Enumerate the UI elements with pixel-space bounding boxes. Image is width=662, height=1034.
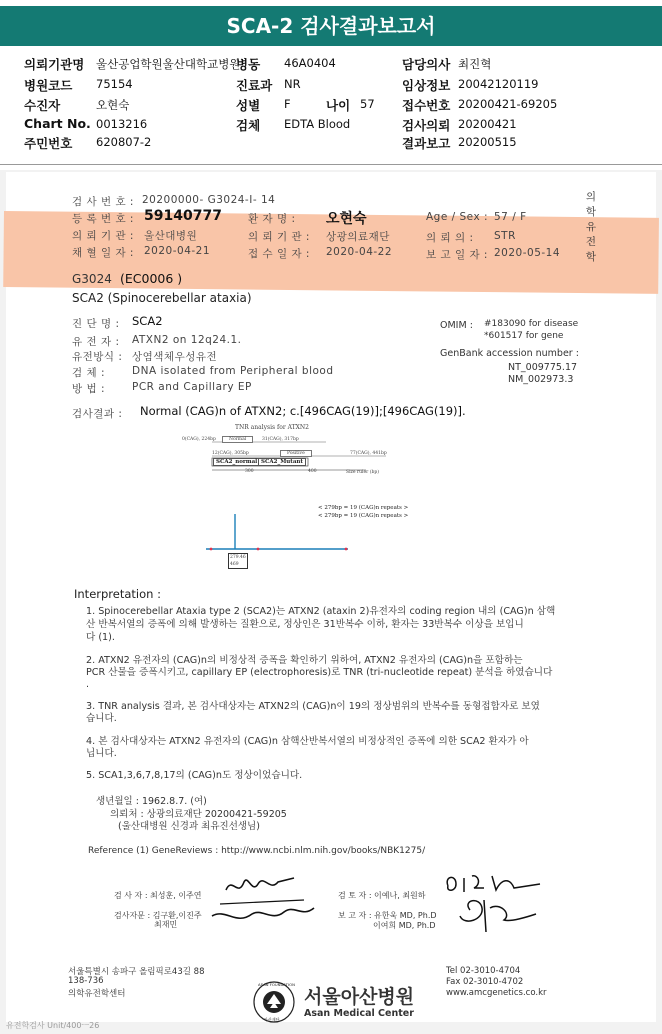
header-value: 75154	[96, 77, 133, 91]
header-value: F	[284, 97, 291, 111]
reviewer: 검 토 자 : 이예나, 최원하	[338, 891, 426, 900]
omim-disease: #183090 for disease	[484, 319, 579, 329]
patient-label: 환 자 명 :	[248, 213, 296, 225]
header-label: 주민번호	[24, 136, 73, 151]
specimen: DNA isolated from Peripheral blood	[132, 365, 334, 377]
specimen-label: 검 체 :	[72, 367, 105, 379]
responsible: 검사자문 : 김구환,이진주	[114, 911, 202, 920]
interp-line: 3. TNR analysis 결과, 본 검사대상자는 ATXN2의 (CAG)n이 19의 정상범위의 반복수를 동형접합자로 보였	[86, 701, 540, 712]
collect-label: 채 혈 일 자 :	[72, 247, 134, 259]
examiner-signature	[206, 868, 326, 934]
header-label: 병원코드	[24, 78, 73, 93]
header-value: 울산공업학원울산대학교병원	[96, 57, 241, 71]
bottom-note: 유전학검사 Unit/400ㅡ26	[6, 1021, 100, 1030]
repeat-note-2: < 279bp = 19 (CAG)n repeats >	[318, 513, 409, 519]
exam-no-label: 검 사 번 호 :	[72, 196, 134, 208]
seal-foundation-text: ASAN FOUNDATION	[258, 982, 295, 987]
header-label: 병동	[236, 57, 261, 72]
marker-dot	[345, 548, 348, 551]
header-value: 0013216	[96, 117, 148, 131]
header-value: 620807-2	[96, 135, 152, 149]
tick-400: 400	[308, 469, 317, 474]
header-label: 의뢰기관명	[24, 57, 85, 72]
header-value: 오현숙	[96, 98, 130, 112]
result-label: 검사결과 :	[72, 408, 123, 420]
interp-line: .	[86, 679, 90, 690]
header-value: 최진혁	[458, 57, 492, 71]
header-label: 수진자	[24, 98, 61, 113]
test-name: SCA2 (Spinocerebellar ataxia)	[72, 291, 252, 305]
genbank-nt: NT_009775.17	[508, 362, 578, 373]
receive-date: 2020-04-22	[326, 246, 393, 258]
req-org-label: 의 뢰 기 관 :	[72, 230, 134, 242]
method-label: 방 법 :	[72, 383, 105, 395]
age-value: 57	[360, 97, 375, 111]
header-divider	[0, 164, 662, 165]
header-value: 20200421-69205	[458, 97, 558, 111]
reviewer-signature	[440, 870, 550, 940]
header-label: 접수번호	[402, 98, 451, 113]
test-sub: (EC0006 )	[120, 271, 183, 286]
marker-dot	[210, 548, 213, 551]
tel: Tel 02-3010-4704	[446, 966, 521, 976]
repeat-note-1: < 279bp = 19 (CAG)n repeats >	[318, 505, 409, 511]
gene: ATXN2 on 12q24.1.	[132, 334, 242, 346]
interp-line: 습니다.	[86, 713, 117, 724]
header-label: 임상정보	[402, 78, 451, 93]
genbank-nm: NM_002973.3	[508, 374, 574, 385]
reg-no-label: 등 록 번 호 :	[72, 213, 134, 225]
interpretation-heading: Interpretation :	[74, 587, 161, 601]
inherit-label: 유전방식 :	[72, 351, 123, 363]
age-sex: 57 / F	[494, 211, 527, 223]
header-value: 20200421	[458, 117, 517, 131]
report-title: SCA-2 검사결과보고서	[0, 6, 662, 46]
peak-height: 469	[230, 562, 239, 567]
genbank-label: GenBank accession number :	[440, 348, 579, 359]
hospital-name-en: Asan Medical Center	[304, 1008, 414, 1019]
peak-size: 279.46	[230, 555, 246, 560]
peak-label	[228, 553, 248, 569]
collect-date: 2020-04-21	[144, 245, 211, 257]
sca2-normal-label: SCA2_normal	[213, 458, 260, 466]
address-2: 138-736	[68, 976, 104, 986]
address-3: 의학유전학센터	[68, 989, 126, 999]
chart-title: TNR analysis for ATXN2	[235, 424, 309, 431]
test-code: G3024	[72, 272, 112, 286]
doctor-note: (울산대병원 신경과 최유진선생님)	[118, 821, 260, 832]
marker-dot	[257, 548, 260, 551]
interp-line: 산 반복서열의 증폭에 의해 발생하는 질환으로, 정상인은 31반복수 이하, 환자는 33반복수 이상을 보입니	[86, 619, 524, 630]
amc-logo	[252, 980, 422, 1024]
diag: SCA2	[132, 314, 163, 328]
normal-tag: Normal	[222, 436, 253, 443]
reporter: 보 고 자 : 유한욱 MD, Ph.D	[338, 911, 437, 920]
interp-line: 다 (1).	[86, 632, 115, 643]
address-1: 서울특별시 송파구 올림픽로43길 88	[68, 967, 205, 977]
interp-line: 5. SCA1,3,6,7,8,17의 (CAG)n도 정상이었습니다.	[86, 770, 303, 781]
gene-label: 유 전 자 :	[72, 336, 120, 348]
result-text: Normal (CAG)n of ATXN2; c.[496CAG(19)];[496CAG(19)].	[140, 404, 466, 418]
interp-line: 2. ATXN2 유전자의 (CAG)n의 비정상적 증폭을 확인하기 위하여, ATXN2 유전자의 (CAG)n을 포함하는	[86, 655, 523, 666]
header-value: 20200515	[458, 135, 517, 149]
inherit: 상염색체우성유전	[132, 351, 218, 363]
row2-left-tag: 12(CAG), 305bp	[212, 451, 249, 456]
diag-label: 진 단 명 :	[72, 318, 120, 330]
examiner: 검 사 자 : 최성훈, 이주연	[114, 891, 202, 900]
interp-line: 1. Spinocerebellar Ataxia type 2 (SCA2)는 ATXN2 (ataxin 2)유전자의 coding region 내의 (CAG)n 삼핵	[86, 606, 556, 617]
reference: Reference (1) GeneReviews : http://www.ncbi.nlm.nih.gov/books/NBK1275/	[88, 846, 426, 856]
reporter-2: 이여희 MD, Ph.D	[373, 921, 436, 930]
header-label: 결과보고	[402, 136, 451, 151]
report-label: 보 고 일 자 :	[426, 249, 488, 261]
patient-name: 오현숙	[326, 211, 367, 227]
report-date: 2020-05-14	[494, 247, 561, 259]
interp-line: 4. 본 검사대상자는 ATXN2 유전자의 (CAG)n 삼핵산반복서열의 비정상적인 증폭에 의한 SCA2 환자가 아	[86, 736, 529, 747]
header-label: 성별	[236, 98, 261, 113]
header-label: 진료과	[236, 78, 273, 93]
doctor: STR	[494, 230, 516, 242]
size-ruler-label: Size ruler (bp)	[346, 470, 379, 475]
receive-label: 접 수 일 자 :	[248, 248, 310, 260]
doctor-label: 의 뢰 의 :	[426, 232, 474, 244]
header-value: EDTA Blood	[284, 117, 351, 131]
seal-foundation-ko: 아산재단	[264, 1017, 280, 1022]
row1-right-tag: 31(CAG), 317bp	[262, 437, 299, 442]
fax: Fax 02-3010-4702	[446, 977, 524, 987]
reg-no: 59140777	[144, 208, 222, 224]
responsible-2: 최재민	[154, 920, 178, 929]
age-sex-label: Age / Sex :	[426, 211, 489, 223]
omim-label: OMIM :	[440, 320, 473, 331]
req-inst: 상광의료재단	[326, 231, 390, 243]
interp-line: 닙니다.	[86, 748, 117, 759]
web: www.amcgenetics.co.kr	[446, 988, 547, 998]
tick-300: 300	[245, 469, 254, 474]
sca2-mutant-label: SCA2_Mutant	[258, 458, 306, 466]
header-label: Chart No.	[24, 116, 91, 131]
header-value: NR	[284, 77, 301, 91]
header-label: 담당의사	[402, 57, 451, 72]
req-org: 울산대병원	[144, 230, 198, 242]
header-label: 검사의뢰	[402, 118, 451, 133]
omim-gene: *601517 for gene	[484, 331, 564, 341]
age-label: 나이	[326, 98, 351, 113]
client-note: 의뢰처 : 상광의료재단 20200421-59205	[110, 809, 287, 820]
exam-no: 20200000- G3024-I- 14	[142, 194, 276, 206]
row2-right-tag: 77(CAG), 441bp	[350, 451, 387, 456]
hospital-name-ko: 서울아산병원	[304, 986, 415, 1008]
req-inst-label: 의 뢰 기 관 :	[248, 231, 310, 243]
header-value: 46A0404	[284, 56, 336, 70]
header-label: 검체	[236, 118, 261, 133]
positive-tag: Positive	[280, 450, 312, 457]
method: PCR and Capillary EP	[132, 381, 252, 393]
dept-vertical-label: 의학유전학	[585, 191, 597, 263]
birth-note: 생년월일 : 1962.8.7. (여)	[96, 796, 207, 807]
header-value: 20042120119	[458, 77, 539, 91]
row1-left-tag: 0(CAG), 224bp	[182, 437, 216, 442]
interp-line: PCR 산물을 증폭시키고, capillary EP (electrophoresis)로 TNR (tri-nucleotide repeat) 분석을 하였습니다	[86, 667, 553, 678]
